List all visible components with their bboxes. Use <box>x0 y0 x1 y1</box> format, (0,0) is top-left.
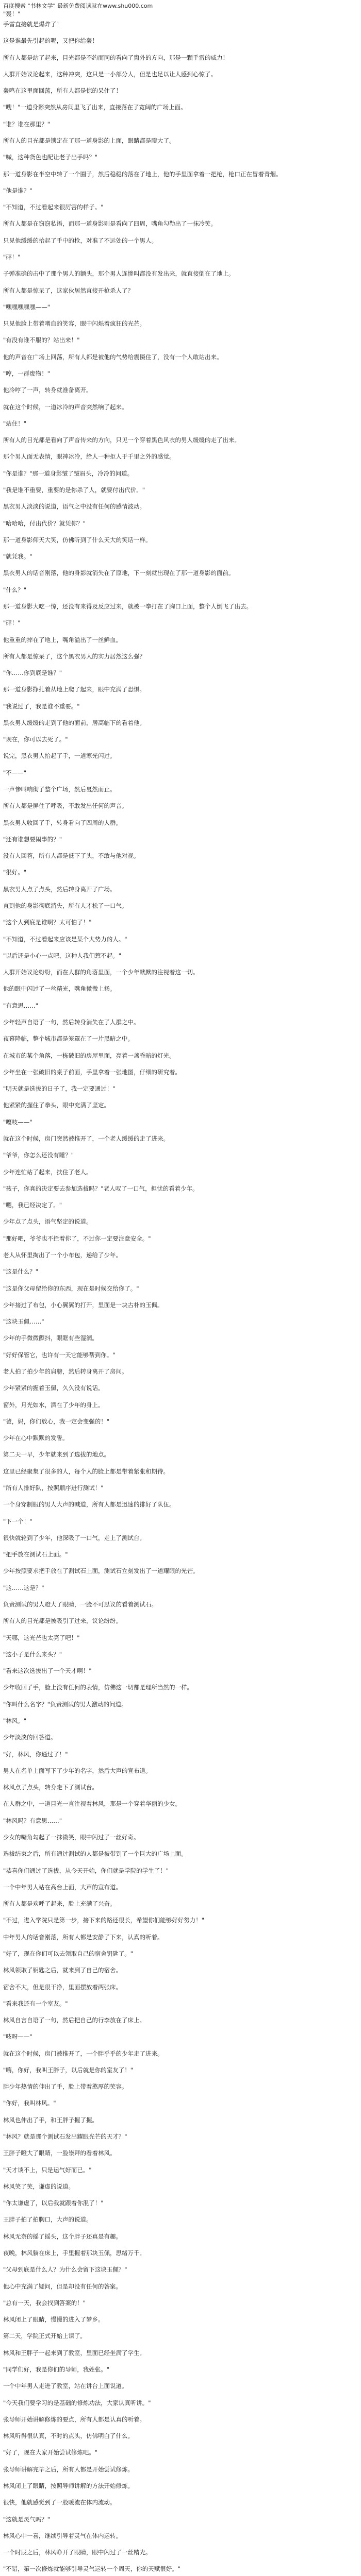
paragraph: 很快，他就感觉到了一股暖流在体内流动。 <box>3 2499 116 2506</box>
paragraph: 负责测试的男人瞪大了眼睛，一脸不可思议的看着测试石。 <box>3 1601 157 1608</box>
paragraph: 少年坐在一张破旧的桌子前面，手里拿着一张地图，仔细的研究着。 <box>3 1069 181 1076</box>
paragraph: "把手放在测试石上面。" <box>3 1551 68 1558</box>
paragraph: "所有人排好队，按照顺序进行测试！" <box>3 1484 104 1492</box>
paragraph: 所有人都是站了起来，目光都是不约而同的看向了窗外的方向，那是一颗手雷的威力！ <box>3 54 228 61</box>
paragraph: "不过，进入学院只是第一步，接下来的路还很长，希望你们能够好好努力！" <box>3 1917 205 1924</box>
paragraph: 王胖子拍了拍胸口，大声的说道。 <box>3 2216 92 2223</box>
paragraph: 夜幕降临，整个城市都是笼罩在了一片黑暗之中。 <box>3 1035 134 1042</box>
paragraph: "吱呀——" <box>3 2033 32 2040</box>
paragraph: "这是什么？" <box>3 1268 39 1275</box>
paragraph: 很快就轮到了少年，他深吸了一口气，走上了测试台。 <box>3 1534 145 1541</box>
paragraph: 所有人的目光都是看向了声音传来的方向，只见一个穿着黑色风衣的男人缓缓的走了出来。 <box>3 436 240 444</box>
paragraph: 这是谁最先引起的呢，又把你给轰！ <box>3 37 98 44</box>
paragraph: "天才谈不上，只是运气好而已。" <box>3 2166 92 2174</box>
paragraph: "很好。" <box>3 869 27 876</box>
paragraph: 在城市的某个角落，一栋破旧的房屋里面，亮着一盏昏暗的灯光。 <box>3 1052 175 1059</box>
paragraph: "孩子，你真的决定要去参加选拔吗？"老人叹了一口气，担忧的看着少年。 <box>3 1185 199 1192</box>
paragraph: 少年紧紧的握着玉佩，久久没有说话。 <box>3 1384 104 1392</box>
paragraph: 张导师讲解完毕之后，所有人都是开始尝试修炼。 <box>3 2466 134 2473</box>
paragraph: 第二天，学院正式开始上课了。 <box>3 2332 86 2340</box>
paragraph: 就在这个时候，房门突然被推开了，一个老人缓缓的走了进来。 <box>3 1135 169 1142</box>
paragraph: 人群开始议论纷纷，而在人群的角落里面，一个少年默默的注视着这一切。 <box>3 969 199 976</box>
paragraph: 林风笑了笑，谦虚的说道。 <box>3 2183 74 2190</box>
paragraph: "天哪，这光芒也太亮了吧！" <box>3 1634 80 1641</box>
paragraph: "嘿嘿嘿嘿嘿——" <box>3 303 51 311</box>
paragraph: "总有一天，我会找到答案的！" <box>3 2299 86 2307</box>
paragraph: 少年的手微微颤抖，眼眶有些湿润。 <box>3 1334 98 1342</box>
paragraph: 没有人回答，所有人都是低下了头，不敢与他对视。 <box>3 852 140 859</box>
paragraph: "看来我还有一个室友。" <box>3 2000 68 2007</box>
paragraph: 林风听得很认真，不时的点头，仿佛明白了什么。 <box>3 2432 134 2439</box>
paragraph: "他是谁？" <box>3 187 32 194</box>
paragraph: "哈哈哈，付出代价？就凭你？" <box>3 520 86 527</box>
paragraph: 轰鸣在这里面回荡，所有人都是惊的呆住了！ <box>3 87 122 94</box>
paragraph: "好了，现在你们可以去领取自己的宿舍钥匙了。" <box>3 1950 134 1957</box>
paragraph: 黑衣男人点了点头，然后转身离开了广场。 <box>3 886 116 893</box>
paragraph: "哼，一群废物！" <box>3 370 51 377</box>
paragraph: "这……这是？" <box>3 1584 44 1591</box>
paragraph: 他紧紧的握住了拳头，眼中充满了坚定。 <box>3 1101 110 1109</box>
paragraph: 那一道身影大吃一惊，还没有来得及反应过来，就被一拳打在了胸口上面，整个人倒飞了出去。 <box>3 603 252 610</box>
paragraph: "这小子是什么来头？" <box>3 1651 62 1658</box>
paragraph: 那一道身影仰天大笑，仿佛听到了什么天大的笑话一样。 <box>3 536 152 544</box>
paragraph: "你叫什么名字？"负责测试的男人激动的问道。 <box>3 1701 127 1708</box>
paragraph: 少年接过了布包，小心翼翼的打开，里面是一块古朴的玉佩。 <box>3 1301 163 1309</box>
paragraph: "这是你父母留给你的东西，现在是时候交给你了。" <box>3 1285 139 1292</box>
paragraph: 他冷哼了一声，转身就准备离开。 <box>3 386 92 394</box>
paragraph: 林风闭上了眼睛，慢慢的进入了梦乡。 <box>3 2316 104 2323</box>
paragraph: "嗯，我已经决定了。" <box>3 1201 62 1209</box>
paragraph: "我是谁不重要，重要的是你杀了人，就要付出代价。" <box>3 486 145 494</box>
paragraph: "谁？谁在那里？" <box>3 121 51 128</box>
paragraph: "砰！" <box>3 253 21 261</box>
paragraph: "你太谦虚了，以后我就跟着你混了！" <box>3 2199 104 2207</box>
paragraph: 这里已经聚集了很多的人，每个人的脸上都是带着紧张和期待。 <box>3 1468 169 1475</box>
paragraph: "这块玉佩……" <box>3 1318 44 1325</box>
paragraph: "好了，现在大家开始尝试修炼吧。" <box>3 2449 98 2456</box>
paragraph: 窗外，月光如水，洒在了少年的身上。 <box>3 1401 104 1409</box>
paragraph: "恭喜你们通过了选拔，从今天开始，你们就是学院的学生了！" <box>3 1867 169 1874</box>
paragraph: 林风闭上了眼睛，按照导师讲解的方法开始修炼。 <box>3 2482 134 2489</box>
site-banner: 百度搜索 "书林文学" 最新免费阅读就在www.shu000.com <box>3 3 153 9</box>
paragraph: 少年点了点头，语气坚定的说道。 <box>3 1218 92 1225</box>
paragraph: "你……你到底是谁？" <box>3 669 62 676</box>
paragraph: 就在这个时候，房门被推开了，一个胖乎乎的少年走了进来。 <box>3 2050 163 2057</box>
paragraph: 在人群之中，一道目光一直注视着林风，那是一个穿着华丽的少女。 <box>3 1800 181 1807</box>
paragraph: 一个时辰之后，林风睁开了眼睛，眼中闪过了一丝精光。 <box>3 2549 152 2556</box>
paragraph: 所有人都是惊呆了，这个黑衣男人的实力居然这么强？ <box>3 653 145 660</box>
chapter-heading: "轰！" <box>3 10 21 18</box>
paragraph: "明天就是选拔的日子了，我一定要通过！" <box>3 1085 116 1092</box>
paragraph: 手雷直接就是爆炸了！ <box>3 21 62 28</box>
paragraph: 少年淡淡的回答道。 <box>3 1734 57 1741</box>
paragraph: 只见他脸上带着嗜血的笑容，眼中闪烁着疯狂的光芒。 <box>3 320 145 327</box>
paragraph: 男人在名单上面写下了少年的名字，然后大声的宣布道。 <box>3 1767 152 1774</box>
paragraph: 林风自言自语了一句，然后把自己的行李放在了床上。 <box>3 2016 145 2024</box>
paragraph: 黑衣男人的话音刚落，他的身影就消失在了原地，下一刻就出现在了那一道身影的面前。 <box>3 569 235 577</box>
paragraph: "就凭我。" <box>3 553 32 560</box>
paragraph: 张导师开始讲解修炼的要点，所有人都是认真的听着。 <box>3 2416 145 2423</box>
paragraph: 他的声音在广场上回荡，所有人都是被他的气势给震慑住了，没有一个人敢站出来。 <box>3 353 223 361</box>
paragraph: 他心中充满了疑问，但是却没有任何的答案。 <box>3 2283 122 2290</box>
paragraph: "你是谁？"那一道身影皱了皱眉头，冷冷的问道。 <box>3 470 134 477</box>
paragraph: 老人拍了拍少年的肩膀，然后转身离开了房间。 <box>3 1368 128 1375</box>
paragraph: "什么？" <box>3 586 27 594</box>
paragraph: 那一道身影在半空中转了一个圈子，然后稳稳的落在了地上，他的手里面拿着一把枪，枪口正在冒着青烟。 <box>3 171 282 178</box>
paragraph: 那个男人面无表情，眼神冰冷，给人一种拒人于千里之外的感觉。 <box>3 453 175 460</box>
paragraph: 黑衣男人收回了手，转身看向了四周的人群。 <box>3 819 122 826</box>
paragraph: 少年在心中默默的发誓。 <box>3 1434 69 1442</box>
paragraph: "嘎吱——" <box>3 1118 32 1126</box>
paragraph: 子弹准确的击中了那个男人的额头，那个男人连惨叫都没有发出来，就直接倒在了地上。 <box>3 270 235 277</box>
paragraph: "林风？就是那个测试石发出耀眼光芒的天才？" <box>3 2133 127 2140</box>
paragraph: 就在这个时候，一道冰冷的声音突然响了起来。 <box>3 403 128 411</box>
paragraph: "嗨，你好，我叫王胖子，以后就是你的室友了！" <box>3 2066 134 2074</box>
paragraph: "有没有谁不服的？站出来！" <box>3 336 80 344</box>
paragraph: 第二天一早，少年就来到了选拔的地点。 <box>3 1451 110 1458</box>
paragraph: "我说过了，我是谁不重要。" <box>3 703 80 710</box>
paragraph: 胖少年热情的伸出了手，脸上带着憨厚的笑容。 <box>3 2083 128 2090</box>
paragraph: "这就是灵气吗？" <box>3 2516 51 2523</box>
paragraph: "爸，妈，你们放心，我一定会变强的！" <box>3 1418 110 1425</box>
paragraph: "砰！" <box>3 619 21 626</box>
paragraph: 人群开始议论起来，这种冲突，这只是一小部分人，但是也足以让人感到心惊了。 <box>3 71 217 78</box>
paragraph: 所有人都是惊呆了，这家伙居然直接开枪杀人了？ <box>3 287 134 294</box>
paragraph: "林风吗？有意思……" <box>3 1817 62 1824</box>
paragraph: 那一道身影挣扎着从地上爬了起来，眼中充满了恐惧。 <box>3 686 145 693</box>
paragraph: "不——" <box>3 769 27 776</box>
paragraph: 林风心中一喜，继续引导着灵气在体内运转。 <box>3 2532 122 2539</box>
paragraph: "那好吧，爷爷也不拦着你了，不过你一定要注意安全。" <box>3 1235 151 1242</box>
paragraph: 林风点了点头，转身走下了测试台。 <box>3 1784 98 1791</box>
paragraph: "林风。" <box>3 1717 27 1724</box>
paragraph: 一个中年男人站在高台上面，大声的宣布道。 <box>3 1884 122 1891</box>
paragraph: "同学们好，我是你们的导师，我姓张。" <box>3 2366 110 2373</box>
paragraph: "你好，我叫林风。" <box>3 2099 56 2107</box>
paragraph: 中年男人的话音刚落，所有人都是安静了下来，认真的听着。 <box>3 1934 163 1941</box>
paragraph: 少年连忙站了起来，扶住了老人。 <box>3 1168 92 1176</box>
paragraph: 宿舍不大，但是很干净，里面摆放着两张床。 <box>3 1984 122 1991</box>
paragraph: 一个身穿制服的男人大声的喊道，所有人都是迅速的排好了队伍。 <box>3 1501 175 1508</box>
paragraph: 林风和王胖子一起来到了教室，里面已经坐满了学生。 <box>3 2349 145 2357</box>
paragraph: "有意思……" <box>3 1002 39 1009</box>
paragraph: 所有人的目光都是锁定在了那一道身影的上面，眼睛都是瞪大了。 <box>3 137 175 144</box>
paragraph: 一个中年男人走进了教室，站在讲台上面说道。 <box>3 2382 128 2389</box>
paragraph: "父母到底是什么人？为什么会留下这块玉佩？" <box>3 2266 127 2273</box>
paragraph: "现在，你可以去死了。" <box>3 736 68 743</box>
paragraph: 少女的嘴角勾起了一抹微笑，眼中闪过了一丝好奇。 <box>3 1834 140 1841</box>
paragraph: "站住！" <box>3 420 27 427</box>
paragraph: 所有人都是欢呼了起来，脸上充满了兴奋。 <box>3 1900 116 1907</box>
paragraph: "不知道，不过看起来很厉害的样子。" <box>3 204 104 211</box>
paragraph: "还有谁想要闹事的？" <box>3 836 62 843</box>
paragraph: 直到他的身影彻底消失，所有人才松了一口气。 <box>3 902 128 909</box>
paragraph: 黑衣男人缓缓的走到了他的面前，居高临下的看着他。 <box>3 719 145 726</box>
paragraph: 少年收回了手，脸上没有任何的表情，仿佛这一切都是理所当然的一样。 <box>3 1684 193 1691</box>
paragraph: "好，林风，你通过了！" <box>3 1751 68 1758</box>
paragraph: 所有人都是屏住了呼吸，不敢发出任何的声音。 <box>3 802 128 809</box>
paragraph: "嗖！"一道身影突然从房间里飞了出来，直接落在了宽阔的广场上面。 <box>3 104 187 111</box>
paragraph: "今天我们要学习的是基础的修炼功法，大家认真听讲。" <box>3 2399 151 2406</box>
paragraph: "不知道，不过看起来应该是某个大势力的人。" <box>3 936 127 943</box>
paragraph: 王胖子瞪大了眼睛，一脸崇拜的看着林风。 <box>3 2149 116 2157</box>
paragraph: "看来这次选拔出了一个天才啊！" <box>3 1667 92 1674</box>
paragraph: 他的眼中闪过了一丝精光，嘴角微微上扬。 <box>3 985 116 992</box>
paragraph: "这个人到底是谁啊？太可怕了！" <box>3 919 92 926</box>
paragraph: "喊，这种货色也配让老子出手吗？" <box>3 154 98 161</box>
paragraph: "爷爷，你怎么还没有睡？" <box>3 1151 74 1159</box>
paragraph: 选拔结束之后，所有通过测试的人都是被带到了一个巨大的广场上面。 <box>3 1850 187 1857</box>
paragraph: "下一个！" <box>3 1518 32 1525</box>
paragraph: "好好保管它，也许有一天它能够帮到你。" <box>3 1351 116 1359</box>
paragraph: 夜晚，林风躺在床上，手里握着那块玉佩，思绪万千。 <box>3 2249 145 2257</box>
paragraph: 老人从怀里掏出了一个小布包，递给了少年。 <box>3 1251 122 1259</box>
paragraph: 说完，黑衣男人抬起了手，一道寒光闪过。 <box>3 752 116 759</box>
paragraph: 少年轻声自语了一句，然后转身消失在了人群之中。 <box>3 1019 140 1026</box>
paragraph: 所有人的目光都是被吸引了过来，议论纷纷。 <box>3 1617 122 1624</box>
paragraph: 一声惨叫响彻了整个广场，然后戛然而止。 <box>3 786 116 793</box>
paragraph: 林风领取了钥匙之后，就来到了自己的宿舍。 <box>3 1967 122 1974</box>
paragraph: 所有人都是在窃窃私语，而那一道身影则是看向了四周，嘴角勾勒出了一抹冷笑。 <box>3 220 217 227</box>
paragraph: 黑衣男人淡淡的说道，语气之中没有任何的感情波动。 <box>3 503 145 510</box>
paragraph: 少年按照要求把手放在了测试石上面，测试石立刻发出了一道耀眼的光芒。 <box>3 1567 199 1574</box>
paragraph: 林风无奈的摇了摇头，这个胖子还真是有趣。 <box>3 2233 122 2240</box>
paragraph: 只见他缓缓的抬起了手中的枪，对准了不远处的一个男人。 <box>3 237 157 244</box>
paragraph: "以后还是小心一点吧，这种人我们惹不起。" <box>3 952 122 959</box>
paragraph: 他重重的摔在了地上，嘴角溢出了一丝鲜血。 <box>3 636 122 643</box>
paragraph: 林风也伸出了手，和王胖子握了握。 <box>3 2116 98 2124</box>
paragraph: "不错，第一次修炼就能够引导灵气运转一个周天，你的天赋很好。" <box>3 2565 181 2572</box>
